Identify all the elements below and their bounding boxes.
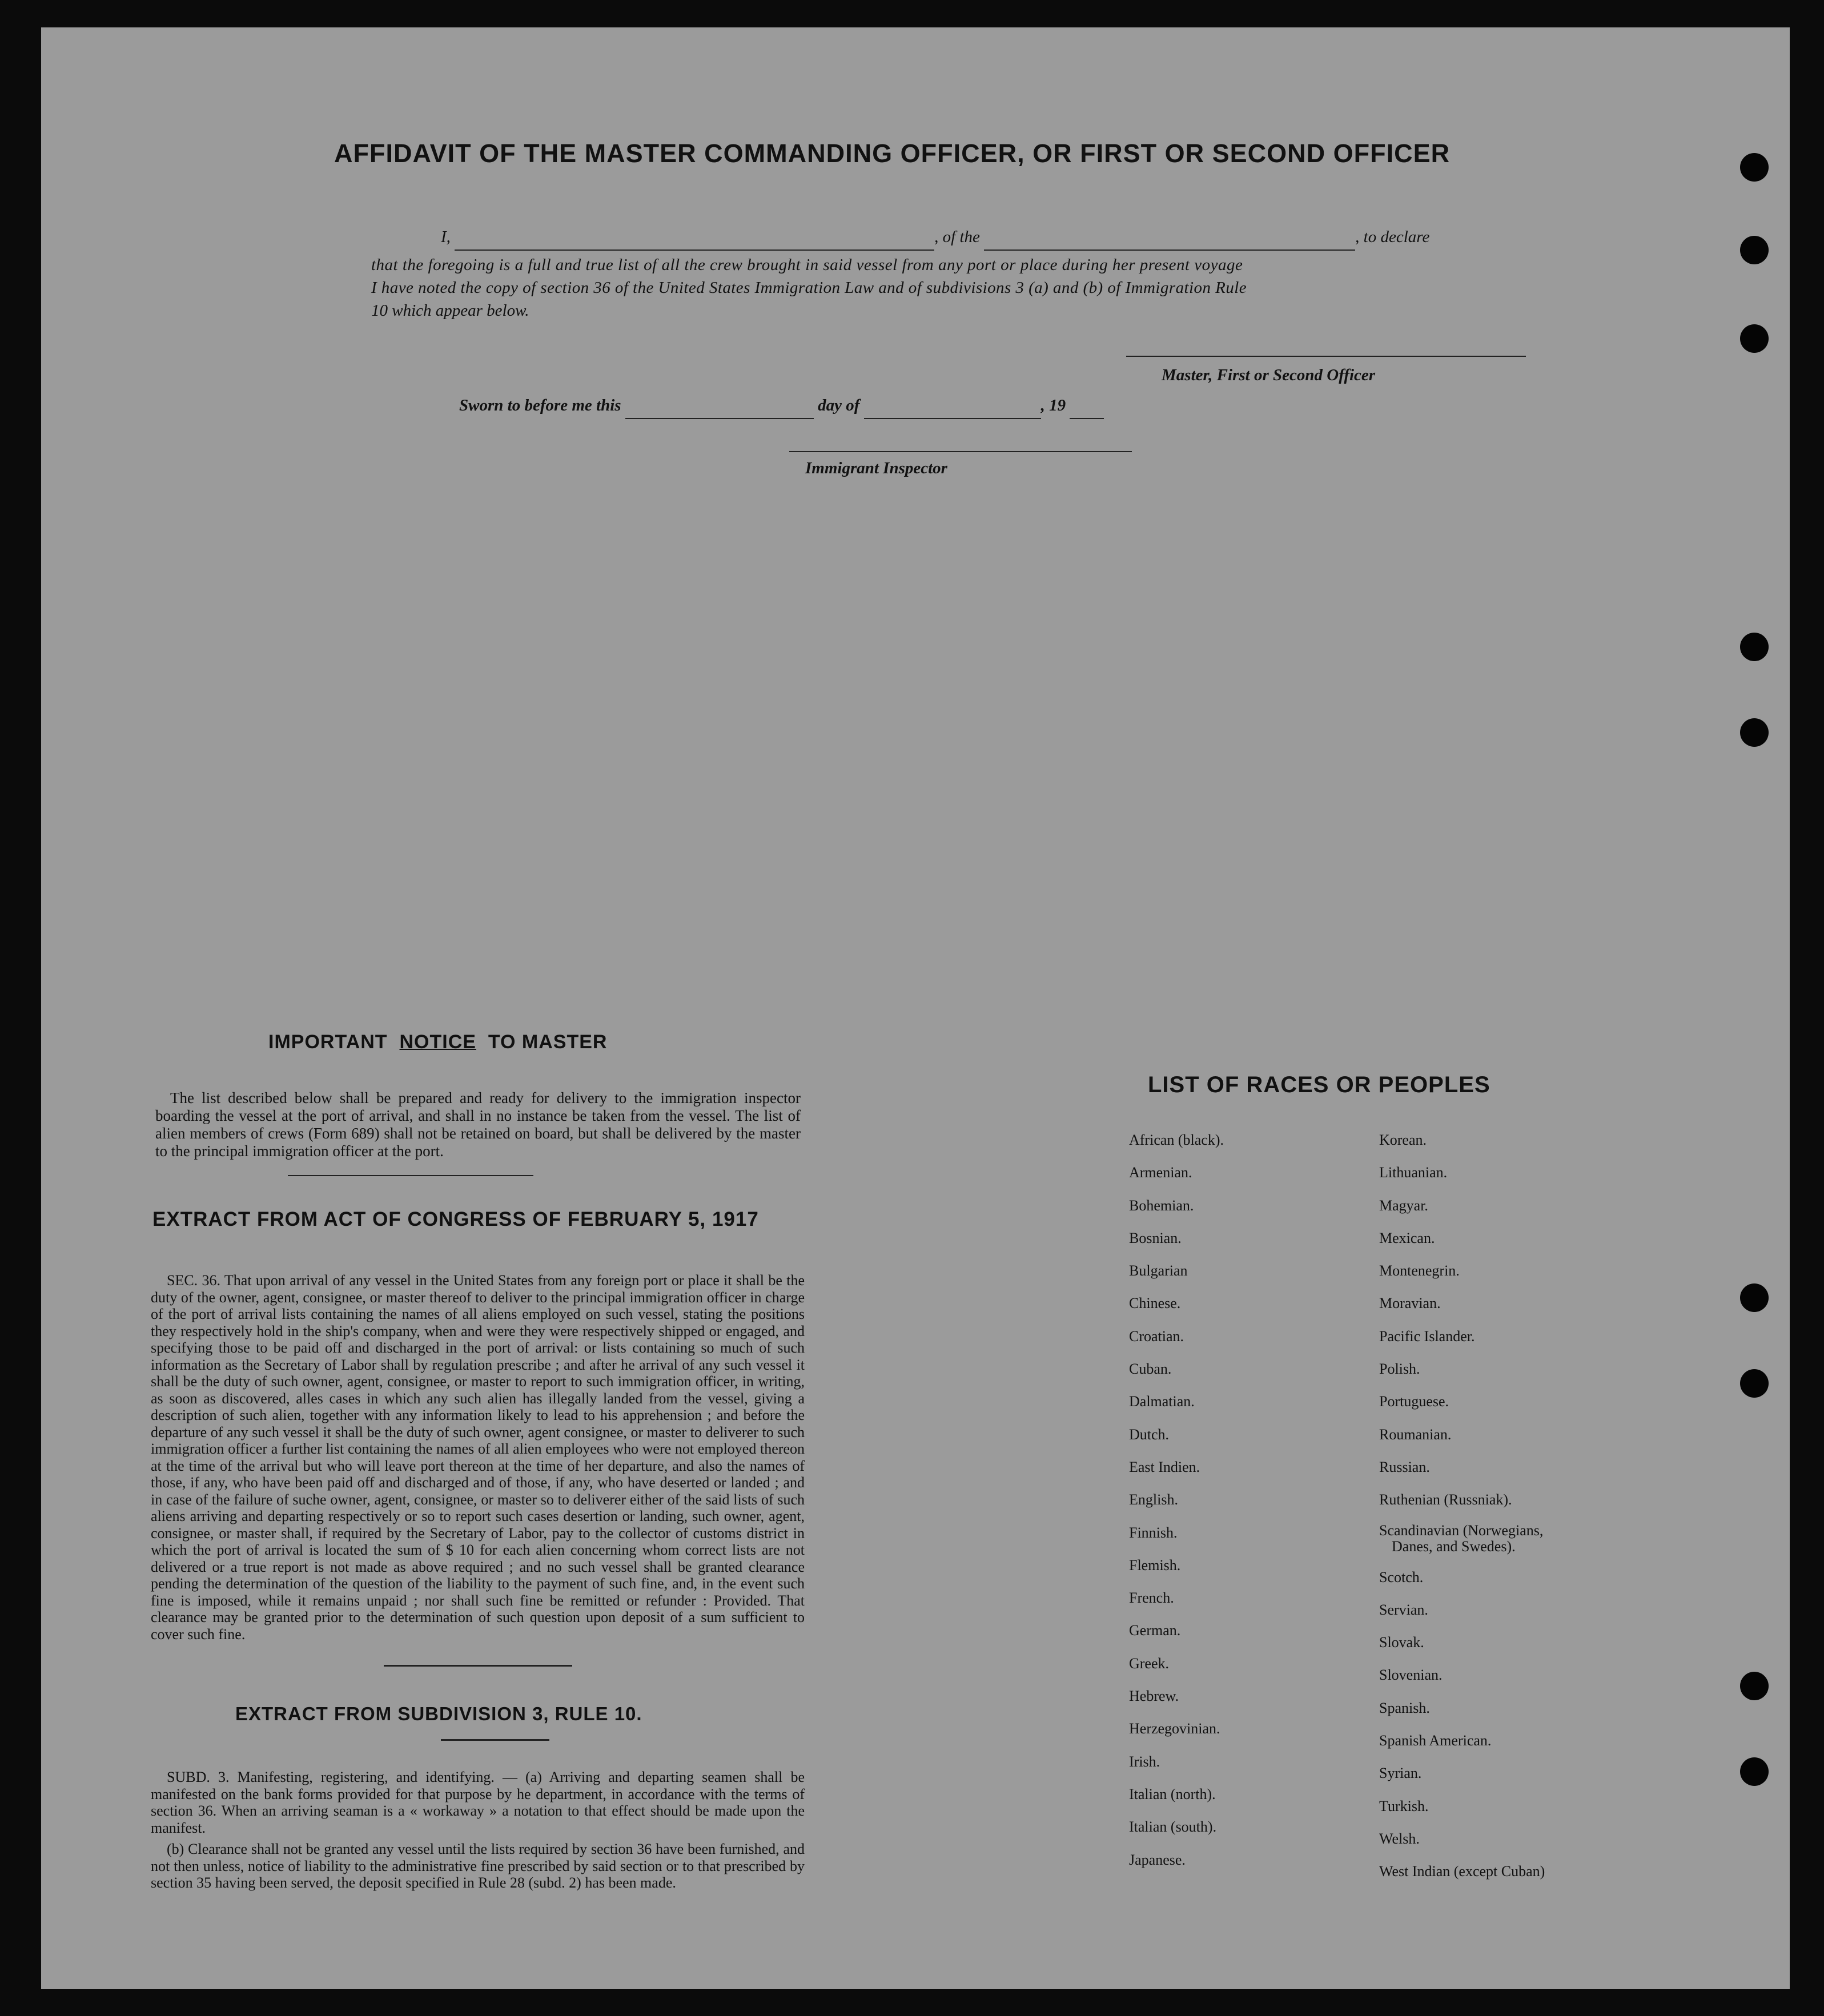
race-item: Bohemian. — [1129, 1197, 1194, 1214]
extract-act-text: SEC. 36. That upon arrival of any vessel in the United States from any foreign port or place it shall be the duty of the owner, agent, consignee, or master thereof to deliver to the principal immigration officer in charge of the port of arrival lists containing the names of all aliens employed on such vessel, stating the positions they respectively hold in the ship's company, when and were they were respectively shipped or engaged, and specifying those to be paid off and discharged in the port of arrival: or lists containing so much of such information as the Secretary of Labor shall by regulation prescribe ; and after he arrival of any such vessel it shall be the duty of such owner, agent, consignee, or master to report to such immigration officer, in writing, as soon as discovered, alles cases in which any such alien has illegally landed from the vessel, giving a description of such alien, together with any information likely to lead to his apprehension ; and before the departure of any such vessel it shall be the duty of such owner, agent consignee, or master to deliverer to such immigration officer a further list containing the names of all alien employees who were not employed thereon at the time of the arrival but who will leave port thereon at the time of her departure, and also the names of those, if any, who have been paid off and discharged and of those, if any, who have deserted or landed ; and in case of the failure of suche owner, agent, consignee, or master so to deliverer either of the said lists of such aliens arriving and departing respectively or so to report such cases desertion or landing, such owner, agent, consignee, or master shall, if required by the Secretary of Labor, pay to the collector of customs district in which the port of arrival is located the sum of $ 10 for each alien concerning whom correct lists are not delivered or a true report is not made as above required ; and no such vessel shall be granted clearance pending the determination of the question of the liability to the payment of such fine, and, in the event such fine is imposed, while it remains unpaid ; nor shall such fine be remitted or refunder : Provided. That clearance may be granted prior to the determination of such question upon deposit of a sum sufficient to cover such fine. — [151, 1272, 805, 1643]
race-item: Spanish American. — [1379, 1732, 1492, 1749]
document-page — [41, 27, 1790, 1989]
punch-hole — [1740, 1672, 1769, 1700]
affidavit-of-the-label: , of the — [934, 228, 980, 246]
race-item: Flemish. — [1129, 1556, 1181, 1574]
sworn-day-blank[interactable] — [625, 402, 814, 419]
race-item: Pacific Islander. — [1379, 1327, 1475, 1345]
bleed-row — [144, 708, 1686, 729]
bleed-row — [144, 790, 1686, 811]
race-item: Turkish. — [1379, 1797, 1429, 1814]
punch-hole — [1740, 633, 1769, 661]
race-item: French. — [1129, 1590, 1174, 1607]
race-item: Cuban. — [1129, 1361, 1172, 1378]
race-item: Dalmatian. — [1129, 1393, 1195, 1410]
race-item: African (black). — [1129, 1132, 1224, 1148]
race-item: Greek. — [1129, 1655, 1170, 1672]
affidavit-line-2: that the foregoing is a full and true list of all the crew brought in said vessel from any port or place during her present voyage — [371, 256, 1243, 274]
bleed-row — [144, 831, 1686, 852]
affidavit-line-3: I have noted the copy of section 36 of the United States Immigration Law and of subdivisions 3 (a) and (b) of Immigration Rule — [371, 279, 1247, 297]
race-item: Servian. — [1379, 1601, 1428, 1618]
race-item: Chinese. — [1129, 1295, 1181, 1312]
extract-rule-para-a: SUBD. 3. Manifesting, registering, and identifying. — (a) Arriving and departing seamen shall be manifested on the bank forms provided for that purpose by he department, in accordance with the terms of section 36. When an arriving seaman is a « workaway » a notation to that effect should be made upon the manifest. — [151, 1769, 805, 1836]
extract-rule-heading: EXTRACT FROM SUBDIVISION 3, RULE 10. — [235, 1703, 642, 1724]
races-right-column — [1379, 1124, 1545, 1888]
name-blank[interactable] — [455, 234, 934, 251]
sworn-line — [459, 392, 1104, 419]
inspector-label: Immigrant Inspector — [805, 459, 947, 477]
bleed-row — [144, 955, 1686, 975]
notice-heading-2: NOTICE — [399, 1031, 476, 1053]
bleed-row — [144, 914, 1686, 934]
race-item: Portuguese. — [1379, 1393, 1449, 1410]
race-item: Spanish. — [1379, 1699, 1430, 1716]
punch-hole — [1740, 718, 1769, 747]
race-item: Slovenian. — [1379, 1667, 1443, 1684]
punch-hole — [1740, 236, 1769, 264]
race-item: Italian (north). — [1129, 1785, 1216, 1802]
extract-rule-para-b: (b) Clearance shall not be granted any vessel until the lists required by section 36 have been furnished, and not then unless, notice of liability to the administrative fine prescribed by said section or to that prescribed by section 35 having been served, the deposit specified in Rule 28 (subd. 2) has been made. — [151, 1841, 805, 1891]
race-item: Polish. — [1379, 1361, 1420, 1378]
race-item: Syrian. — [1379, 1765, 1422, 1782]
day-of-label: day of — [818, 396, 860, 415]
sworn-month-blank[interactable] — [864, 402, 1041, 419]
races-left-column — [1129, 1124, 1224, 1876]
bleed-row — [144, 585, 1686, 605]
race-item: Bulgarian — [1129, 1262, 1188, 1279]
signature-label: Master, First or Second Officer — [1162, 366, 1376, 384]
race-item: Lithuanian. — [1379, 1164, 1448, 1181]
extract-rule-divider — [441, 1739, 549, 1741]
races-heading: LIST OF RACES OR PEOPLES — [1148, 1072, 1490, 1097]
race-item: English. — [1129, 1491, 1178, 1508]
notice-heading — [268, 1031, 607, 1053]
race-item: German. — [1129, 1622, 1181, 1639]
race-item: Roumanian. — [1379, 1426, 1452, 1443]
race-item: East Indien. — [1129, 1458, 1200, 1475]
bleed-row — [144, 626, 1686, 646]
race-item: Welsh. — [1379, 1830, 1420, 1847]
notice-divider — [288, 1175, 533, 1176]
sworn-year-blank[interactable] — [1070, 402, 1104, 419]
bleed-row — [144, 872, 1686, 893]
race-item: Finnish. — [1129, 1524, 1178, 1541]
race-item: Slovak. — [1379, 1634, 1424, 1651]
bleed-row — [144, 996, 1686, 1016]
race-item: Hebrew. — [1129, 1688, 1179, 1705]
punch-hole — [1740, 153, 1769, 182]
affidavit-line-4: 10 which appear below. — [371, 301, 529, 320]
signature-line[interactable] — [1126, 356, 1526, 357]
race-item: Armenian. — [1129, 1164, 1192, 1181]
race-item: Italian (south). — [1129, 1818, 1217, 1836]
race-item: West Indian (except Cuban) — [1379, 1863, 1545, 1880]
race-item: Montenegrin. — [1379, 1262, 1460, 1279]
inspector-line[interactable] — [789, 451, 1132, 452]
punch-hole — [1740, 1757, 1769, 1786]
race-item: Herzegovinian. — [1129, 1720, 1220, 1737]
punch-hole — [1740, 1369, 1769, 1398]
race-item: Japanese. — [1129, 1851, 1186, 1868]
race-item: Mexican. — [1379, 1229, 1435, 1246]
bleed-row — [144, 667, 1686, 687]
affidavit-title: AFFIDAVIT OF THE MASTER COMMANDING OFFICER, OR FIRST OR SECOND OFFICER — [334, 139, 1451, 168]
year-prefix-label: , 19 — [1040, 396, 1066, 415]
race-item: Irish. — [1129, 1753, 1160, 1770]
race-item: Danes, and Swedes). — [1392, 1538, 1516, 1555]
race-item: Korean. — [1379, 1132, 1427, 1148]
affidavit-declare-label: , to declare — [1355, 228, 1430, 246]
punch-hole — [1740, 324, 1769, 353]
affidavit-i-label: I, — [441, 228, 451, 246]
race-item: Russian. — [1379, 1458, 1430, 1475]
race-item: Ruthenian (Russniak). — [1379, 1491, 1512, 1508]
sworn-label: Sworn to before me this — [459, 396, 621, 415]
race-item: Scotch. — [1379, 1568, 1424, 1586]
race-item: Bosnian. — [1129, 1229, 1182, 1246]
extract-act-heading: EXTRACT FROM ACT OF CONGRESS OF FEBRUARY 5, 1917 — [152, 1208, 759, 1230]
notice-heading-1: IMPORTANT — [268, 1031, 388, 1053]
race-item: Scandinavian (Norwegians, — [1379, 1522, 1544, 1539]
punch-hole — [1740, 1283, 1769, 1312]
bleed-row — [144, 544, 1686, 564]
race-item: Dutch. — [1129, 1426, 1170, 1443]
vessel-blank[interactable] — [984, 234, 1355, 251]
bleed-row — [144, 749, 1686, 770]
race-item: Croatian. — [1129, 1327, 1184, 1345]
affidavit-line-1 — [441, 223, 1429, 251]
extract-act-divider — [384, 1665, 572, 1667]
notice-text: The list described below shall be prepared and ready for delivery to the immigration inspector boarding the vessel at the port of arrival, and shall in no instance be taken from the vessel. The list of alien members of crews (Form 689) shall not be retained on board, but shall be delivered by the master to the principal immigration officer at the port. — [155, 1089, 801, 1160]
notice-heading-3: TO MASTER — [488, 1031, 608, 1053]
race-item: Magyar. — [1379, 1197, 1428, 1214]
race-item: Moravian. — [1379, 1295, 1441, 1312]
bleed-row — [144, 502, 1686, 523]
